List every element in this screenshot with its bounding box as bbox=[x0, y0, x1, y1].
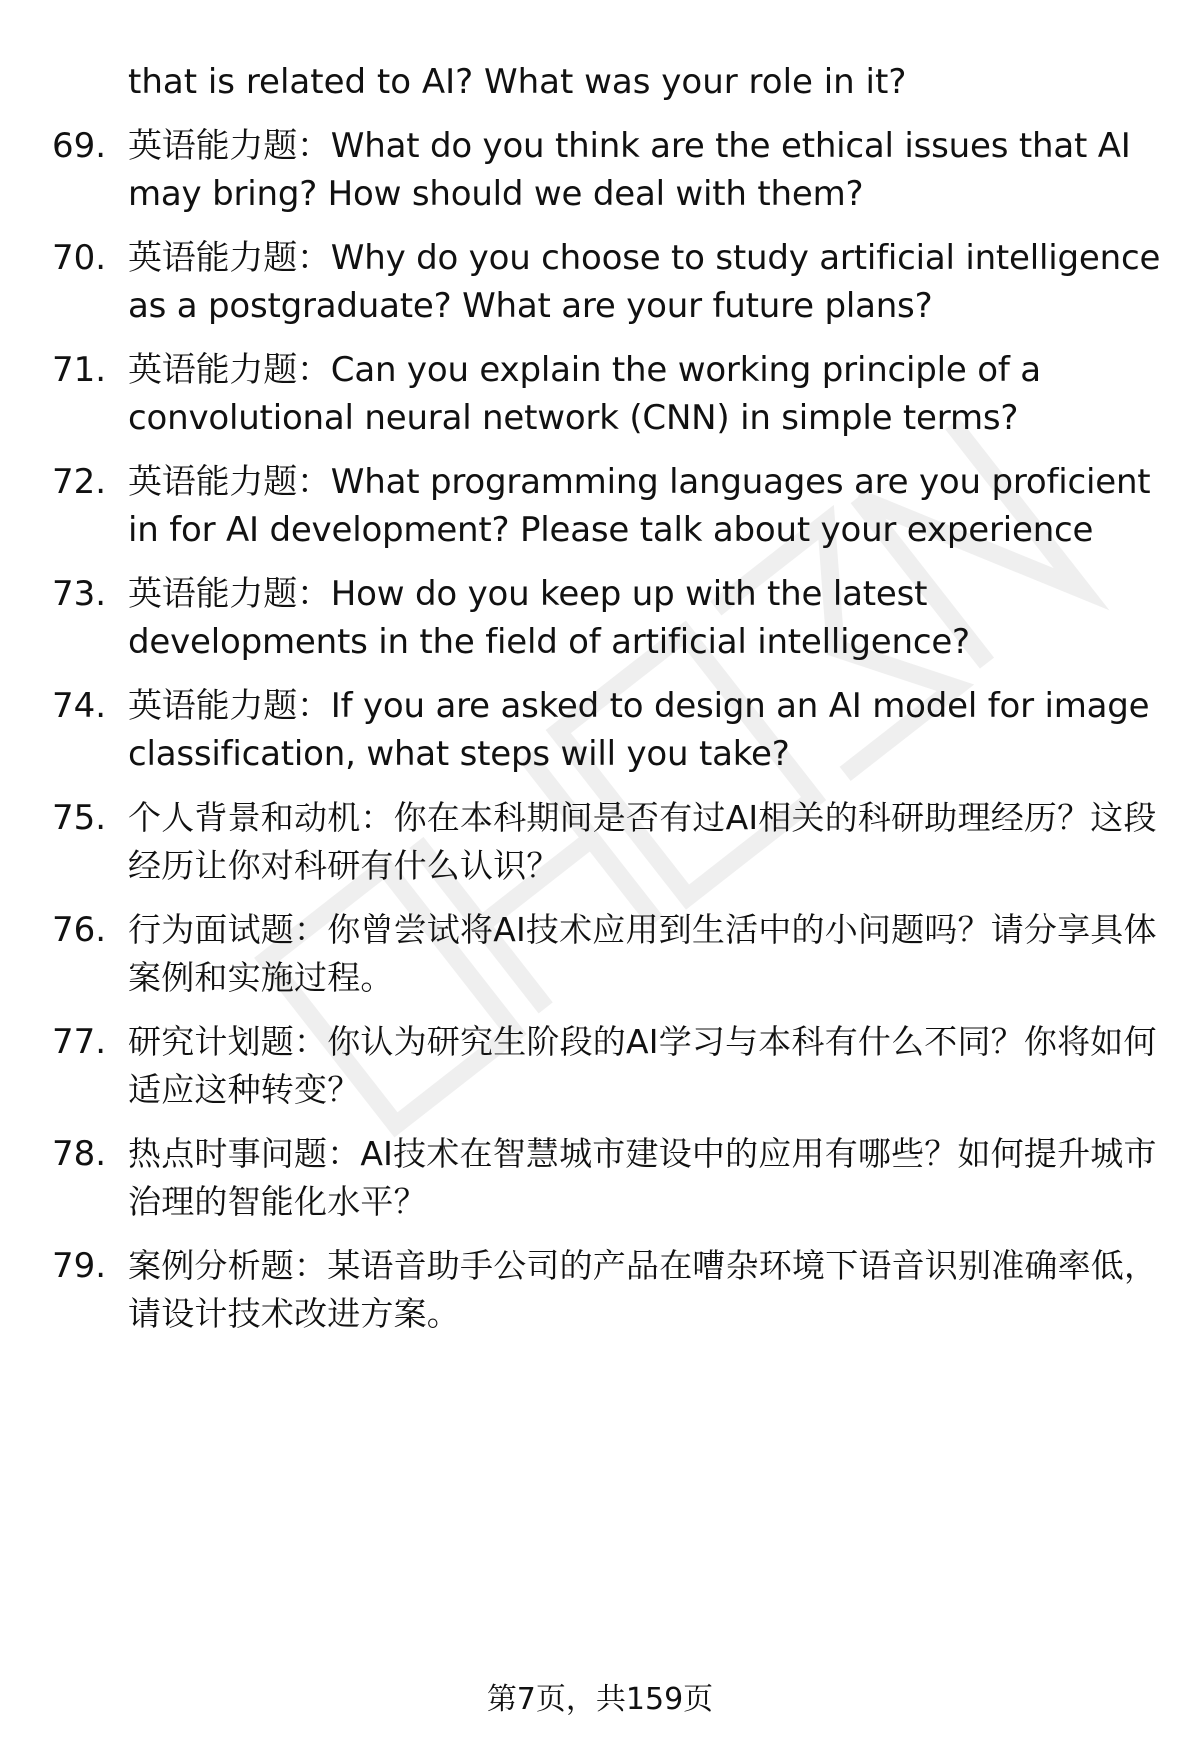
list-item bbox=[0, 1018, 1200, 1114]
item-number: 70. bbox=[52, 238, 107, 278]
item-number: 74. bbox=[52, 686, 107, 726]
item-text: 英语能力题：What programming languages are you proficient in for AI development? Please talk about your experience bbox=[128, 462, 1151, 550]
item-text: 案例分析题：某语音助手公司的产品在嘈杂环境下语音识别准确率低，请设计技术改进方案。 bbox=[128, 1246, 1158, 1333]
list-item bbox=[0, 458, 1200, 554]
list-item bbox=[0, 682, 1200, 778]
list-item bbox=[0, 234, 1200, 330]
item-number: 69. bbox=[52, 126, 107, 166]
item-number: 78. bbox=[52, 1134, 107, 1174]
list-item bbox=[0, 1242, 1200, 1338]
list-item bbox=[0, 346, 1200, 442]
item-text: 个人背景和动机：你在本科期间是否有过AI相关的科研助理经历？这段经历让你对科研有什么认识？ bbox=[128, 798, 1157, 885]
item-text: 英语能力题：Why do you choose to study artificial intelligence as a postgraduate? What are your future plans? bbox=[128, 238, 1161, 326]
item-number: 77. bbox=[52, 1022, 107, 1062]
question-list bbox=[0, 58, 1200, 1354]
list-item bbox=[0, 1130, 1200, 1226]
page-number-footer: 第7页，共159页 bbox=[486, 1682, 714, 1717]
list-item bbox=[0, 122, 1200, 218]
item-text: 英语能力题：What do you think are the ethical issues that AI may bring? How should we deal with them? bbox=[128, 126, 1131, 214]
item-number: 71. bbox=[52, 350, 107, 390]
item-number: 79. bbox=[52, 1246, 107, 1286]
item-text: 英语能力题：Can you explain the working principle of a convolutional neural network (CNN) in simple terms? bbox=[128, 350, 1041, 438]
item-text: 英语能力题：How do you keep up with the latest developments in the field of artificial intelligence? bbox=[128, 574, 970, 662]
item-text: 热点时事问题：AI技术在智慧城市建设中的应用有哪些？如何提升城市治理的智能化水平？ bbox=[128, 1134, 1157, 1221]
item-number: 72. bbox=[52, 462, 107, 502]
item-number: 76. bbox=[52, 910, 107, 950]
list-item bbox=[0, 794, 1200, 890]
item-text: 英语能力题：If you are asked to design an AI model for image classification, what steps will you take? bbox=[128, 686, 1150, 774]
item-text: 行为面试题：你曾尝试将AI技术应用到生活中的小问题吗？请分享具体案例和实施过程。 bbox=[128, 910, 1157, 997]
item-number: 75. bbox=[52, 798, 107, 838]
list-item bbox=[0, 906, 1200, 1002]
list-item bbox=[0, 570, 1200, 666]
item-text: 研究计划题：你认为研究生阶段的AI学习与本科有什么不同？你将如何适应这种转变？ bbox=[128, 1022, 1157, 1109]
item-number: 73. bbox=[52, 574, 107, 614]
continuation-text: that is related to AI? What was your role in it? bbox=[128, 62, 907, 102]
